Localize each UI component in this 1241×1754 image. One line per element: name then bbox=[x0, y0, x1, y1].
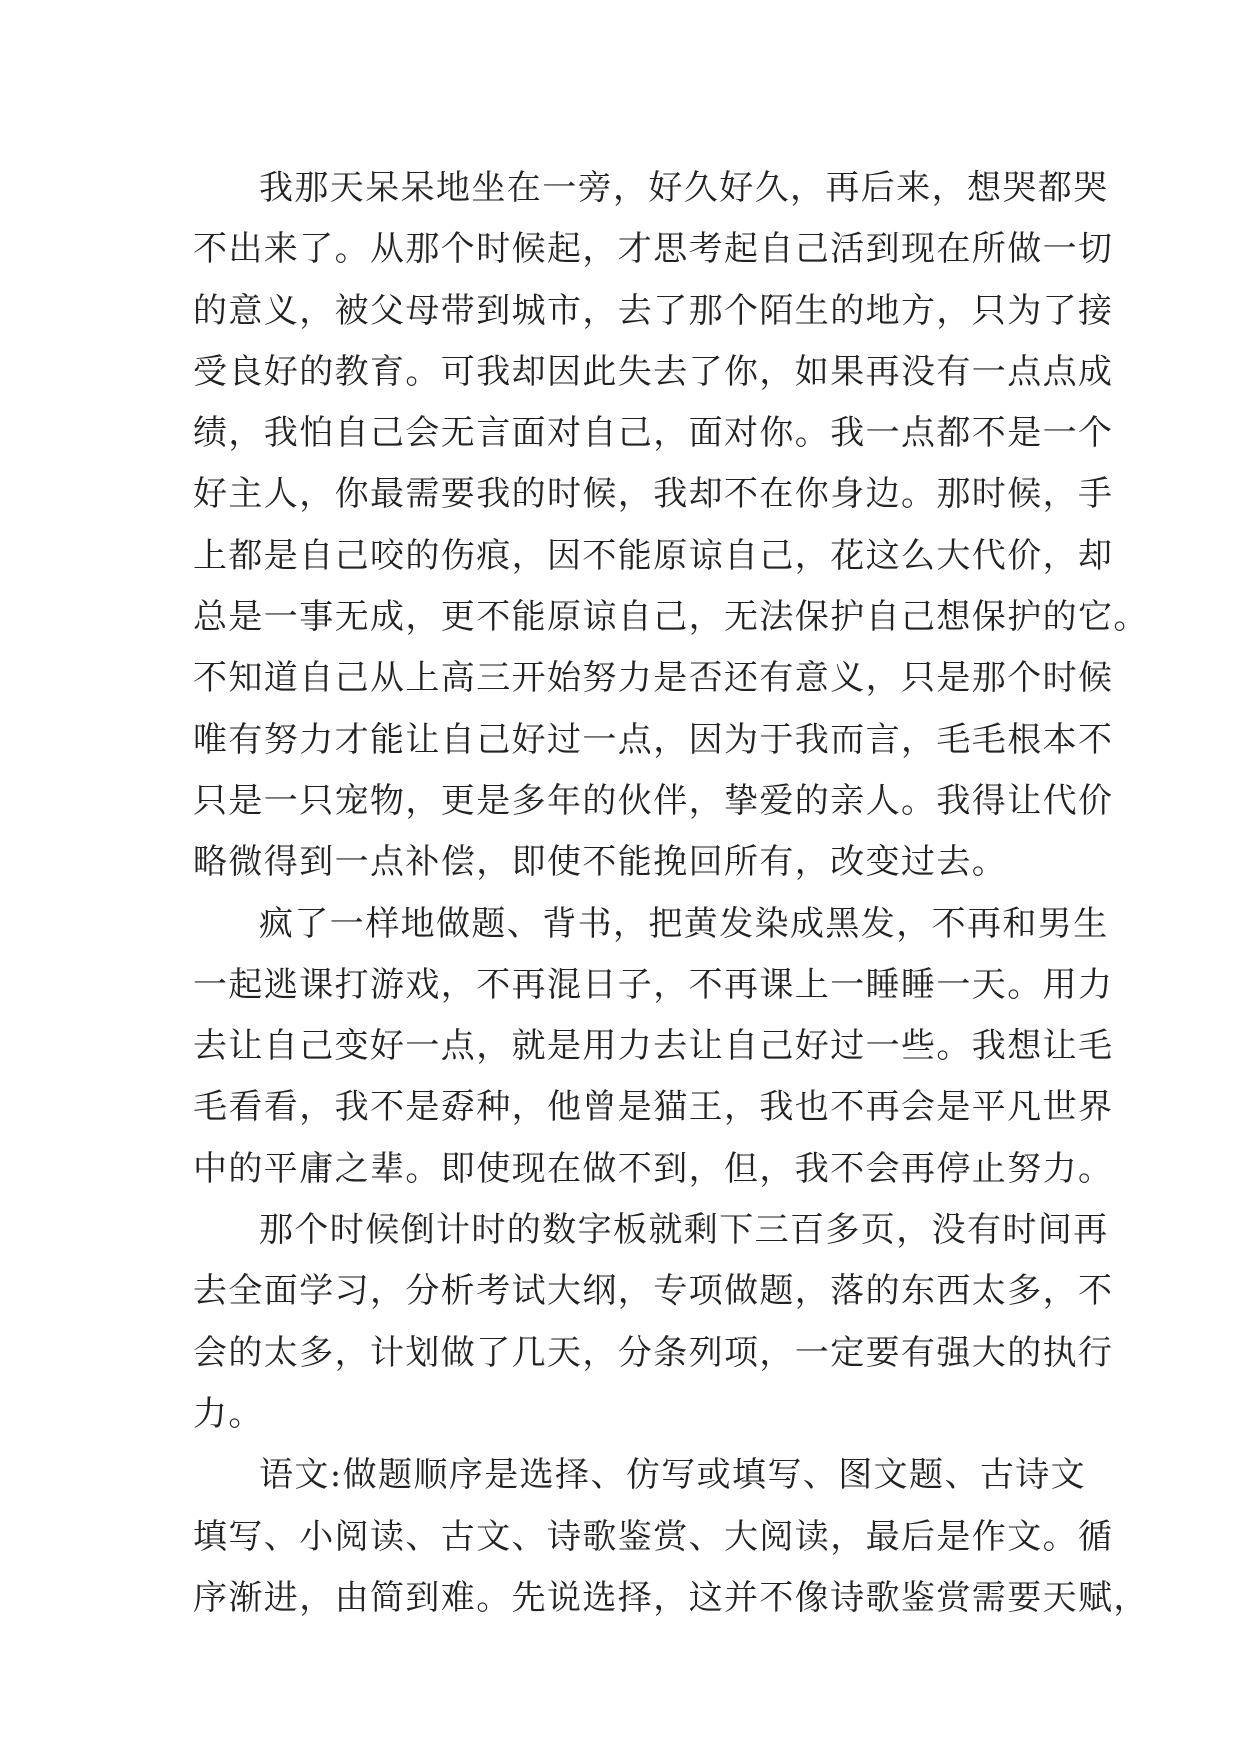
paragraph-1 bbox=[193, 158, 1149, 894]
text-line: 填写、小阅读、古文、诗歌鉴赏、大阅读，最后是作文。循 bbox=[193, 1516, 1114, 1557]
text-line: 疯了一样地做题、背书，把黄发染成黑发，不再和男生 bbox=[259, 903, 1109, 944]
text-line: 不知道自己从上高三开始努力是否还有意义，只是那个时候 bbox=[193, 658, 1114, 699]
text-line: 我那天呆呆地坐在一旁，好久好久，再后来，想哭都哭 bbox=[259, 168, 1109, 208]
text-line: 语文:做题顺序是选择、仿写或填写、图文题、古诗文 bbox=[259, 1455, 1087, 1496]
text-line: 绩，我怕自己会无言面对自己，面对你。我一点都不是一个 bbox=[193, 413, 1114, 454]
text-line: 会的太多，计划做了几天，分条列项，一定要有强大的执行 bbox=[193, 1332, 1114, 1373]
text-line: 不出来了。从那个时候起，才思考起自己活到现在所做一切 bbox=[193, 229, 1114, 270]
text-line: 的意义，被父母带到城市，去了那个陌生的地方，只为了接 bbox=[193, 290, 1114, 331]
text-line: 受良好的教育。可我却因此失去了你，如果再没有一点点成 bbox=[193, 351, 1114, 392]
text-line: 总是一事无成，更不能原谅自己，无法保护自己想保护的它。 bbox=[193, 597, 1149, 638]
text-line: 力。 bbox=[193, 1393, 264, 1434]
document-body bbox=[193, 158, 1149, 1629]
text-line: 好主人，你最需要我的时候，我却不在你身边。那时候，手 bbox=[193, 474, 1114, 515]
text-line: 毛看看，我不是孬种，他曾是猫王，我也不再会是平凡世界 bbox=[193, 1087, 1114, 1128]
text-line: 上都是自己咬的伤痕，因不能原谅自己，花这么大代价，却 bbox=[193, 535, 1114, 576]
text-line: 那个时候倒计时的数字板就剩下三百多页，没有时间再 bbox=[259, 1210, 1109, 1251]
paragraph-3 bbox=[193, 1200, 1114, 1445]
text-line: 序渐进，由简到难。先说选择，这并不像诗歌鉴赏需要天赋， bbox=[193, 1577, 1149, 1618]
text-line: 去让自己变好一点，就是用力去让自己好过一些。我想让毛 bbox=[193, 1026, 1114, 1067]
text-line: 唯有努力才能让自己好过一点，因为于我而言，毛毛根本不 bbox=[193, 719, 1114, 760]
text-line: 只是一只宠物，更是多年的伙伴，挚爱的亲人。我得让代价 bbox=[193, 780, 1114, 821]
text-line: 略微得到一点补偿，即使不能挽回所有，改变过去。 bbox=[193, 842, 1008, 883]
paragraph-4 bbox=[193, 1445, 1149, 1629]
paragraph-2 bbox=[193, 894, 1114, 1200]
text-line: 中的平庸之辈。即使现在做不到，但，我不会再停止努力。 bbox=[193, 1148, 1114, 1189]
text-line: 一起逃课打游戏，不再混日子，不再课上一睡睡一天。用力 bbox=[193, 964, 1114, 1005]
text-line: 去全面学习，分析考试大纲，专项做题，落的东西太多，不 bbox=[193, 1271, 1114, 1312]
